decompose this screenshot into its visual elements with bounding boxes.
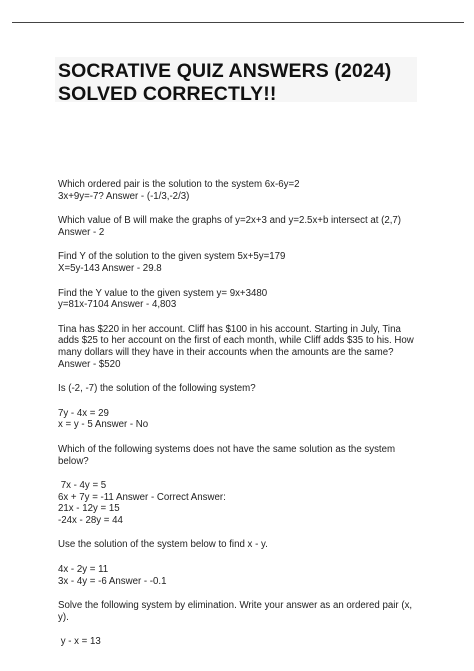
qa-block xyxy=(58,600,430,623)
qa-block xyxy=(58,539,430,551)
qa-block xyxy=(58,383,430,395)
text-line: x = y - 5 Answer - No xyxy=(58,419,149,431)
text-line: Is (-2, -7) the solution of the following system? xyxy=(58,383,256,395)
qa-block xyxy=(58,324,430,370)
text-line: Which ordered pair is the solution to the system 6x-6y=2 xyxy=(58,179,300,190)
text-line: y). xyxy=(58,611,69,623)
top-divider xyxy=(12,22,464,23)
text-line: 7y - 4x = 29 xyxy=(58,407,109,419)
title-line: SOLVED CORRECTLY!! xyxy=(58,83,277,105)
quiz-content xyxy=(58,179,430,661)
text-line: 6x + 7y = -11 Answer - Correct Answer: xyxy=(58,491,226,503)
text-line: 4x - 2y = 11 xyxy=(58,564,109,576)
qa-block xyxy=(58,179,430,202)
text-line: Find the Y value to the given system y= 9x+3480 xyxy=(58,287,268,299)
text-line: Find Y of the solution to the given system 5x+5y=179 xyxy=(58,251,286,263)
title-line: SOCRATIVE QUIZ ANSWERS (2024) xyxy=(58,60,392,82)
text-line: y=81x-7104 Answer - 4,803 xyxy=(58,299,177,311)
text-line: y - x = 13 xyxy=(58,636,101,648)
text-line: 3x - 4y = -6 Answer - -0.1 xyxy=(58,575,167,587)
qa-block xyxy=(58,564,430,587)
text-line: X=5y-143 Answer - 29.8 xyxy=(58,262,162,274)
text-line: Which value of B will make the graphs of y=2x+3 and y=2.5x+b intersect at (2,7) xyxy=(58,215,402,227)
text-line: Answer - 2 xyxy=(58,226,105,238)
text-line: Solve the following system by elimination. Write your answer as an ordered pair (x, xyxy=(58,600,413,612)
qa-block xyxy=(58,251,430,274)
qa-block xyxy=(58,408,430,431)
text-line: 7x - 4y = 5 xyxy=(58,480,107,492)
text-line: Answer - $520 xyxy=(58,358,121,370)
qa-block xyxy=(58,288,430,311)
text-line: Use the solution of the system below to find x - y. xyxy=(58,539,268,551)
text-line: below? xyxy=(58,455,89,467)
text-line: Which of the following systems does not have the same solution as the system xyxy=(58,443,396,455)
page-title xyxy=(58,60,391,106)
text-line: adds $25 to her account on the first of each month, while Cliff adds $35 to his. How xyxy=(58,335,414,347)
text-line: Tina has $220 in her account. Cliff has $100 in his account. Starting in July, Tina xyxy=(58,323,401,335)
qa-block xyxy=(58,636,430,648)
text-line: 3x+9y=-7? Answer - (-1/3,-2/3) xyxy=(58,190,190,202)
qa-block xyxy=(58,215,430,238)
text-line: many dollars will they have in their accounts when the amounts are the same? xyxy=(58,346,394,358)
text-line: -24x - 28y = 44 xyxy=(58,514,123,526)
text-line: 21x - 12y = 15 xyxy=(58,503,120,515)
qa-block xyxy=(58,480,430,526)
qa-block xyxy=(58,444,430,467)
